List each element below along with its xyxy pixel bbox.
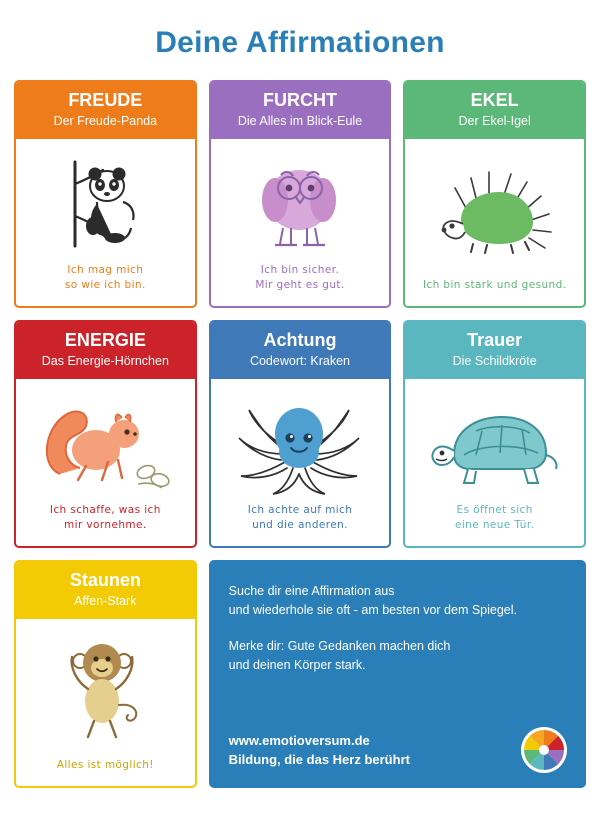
card-affirmation: Ich mag mich so wie ich bin. xyxy=(64,263,146,292)
card-body xyxy=(16,139,195,306)
owl-illustration xyxy=(211,139,390,263)
card-energie[interactable] xyxy=(14,320,197,548)
card-subtitle: Codewort: Kraken xyxy=(249,353,351,368)
card-header xyxy=(405,82,584,139)
card-title: FURCHT xyxy=(262,90,337,110)
spacer xyxy=(229,621,566,637)
card-header xyxy=(405,322,584,379)
info-panel xyxy=(209,560,586,788)
info-paragraph-1: Suche dir eine Affirmation aus und wiederhole sie oft - am besten vor dem Spiegel. xyxy=(228,584,518,618)
turtle-illustration xyxy=(405,379,584,503)
card-grid xyxy=(14,80,586,788)
card-affirmation: Ich bin stark und gesund. xyxy=(422,279,567,292)
monkey-illustration xyxy=(16,619,195,759)
color-wheel-logo xyxy=(520,726,568,774)
card-header xyxy=(16,562,195,619)
card-affirmation: Ich achte auf mich und die anderen. xyxy=(247,503,353,532)
card-trauer[interactable] xyxy=(403,320,586,548)
panda-illustration xyxy=(16,139,195,263)
card-body xyxy=(16,619,195,786)
card-body xyxy=(211,139,390,306)
info-footer xyxy=(229,732,410,770)
card-header xyxy=(16,82,195,139)
card-title: FREUDE xyxy=(68,90,143,110)
card-header xyxy=(211,82,390,139)
card-body xyxy=(16,379,195,546)
card-body xyxy=(211,379,390,546)
card-subtitle: Der Freude-Panda xyxy=(53,113,158,128)
card-subtitle: Die Alles im Blick-Eule xyxy=(237,113,363,128)
info-paragraph-2: Merke dir: Gute Gedanken machen dich und deinen Körper stark. xyxy=(228,638,451,673)
tagline: Bildung, die das Herz berührt xyxy=(228,752,410,768)
card-title: Achtung xyxy=(263,330,337,350)
card-title: ENERGIE xyxy=(64,330,146,350)
octopus-illustration xyxy=(211,379,390,503)
card-subtitle: Die Schildkröte xyxy=(452,353,537,368)
card-title: Trauer xyxy=(467,330,523,350)
card-header xyxy=(16,322,195,379)
page-title: Deine Affirmationen xyxy=(155,26,445,59)
card-title: Staunen xyxy=(69,570,141,590)
card-affirmation: Ich bin sicher. Mir geht es gut. xyxy=(255,263,345,292)
card-header xyxy=(211,322,390,379)
card-staunen[interactable] xyxy=(14,560,197,788)
card-title: EKEL xyxy=(470,90,519,110)
card-affirmation: Alles ist möglich! xyxy=(56,759,154,772)
card-ekel[interactable] xyxy=(403,80,586,308)
card-body xyxy=(405,139,584,306)
squirrel-illustration xyxy=(16,379,195,503)
card-body xyxy=(405,379,584,546)
card-furcht[interactable] xyxy=(209,80,392,308)
card-achtung[interactable] xyxy=(209,320,392,548)
website-link[interactable]: www.emotioversum.de xyxy=(228,733,370,749)
card-subtitle: Der Ekel-Igel xyxy=(458,113,531,128)
card-subtitle: Affen-Stark xyxy=(74,593,137,608)
card-subtitle: Das Energie-Hörnchen xyxy=(41,353,169,368)
card-affirmation: Es öffnet sich eine neue Tür. xyxy=(455,503,535,532)
card-freude[interactable] xyxy=(14,80,197,308)
card-affirmation: Ich schaffe, was ich mir vornehme. xyxy=(49,503,161,532)
hedgehog-illustration xyxy=(405,139,584,279)
